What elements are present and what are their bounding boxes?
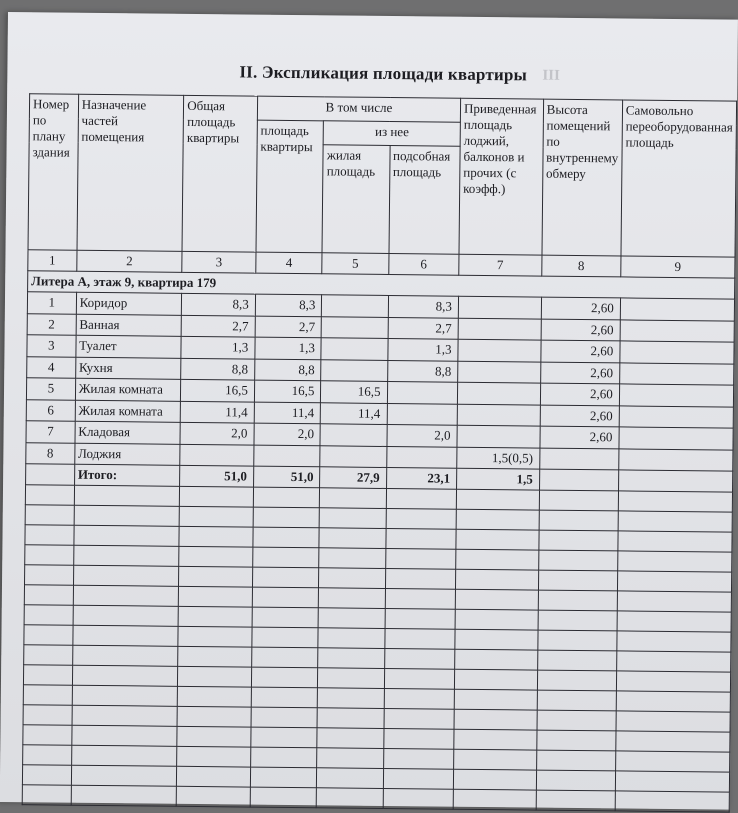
blank-cell	[384, 628, 455, 649]
cell-height: 2,60	[540, 426, 619, 448]
blank-cell	[251, 687, 318, 708]
cell-loggia	[458, 339, 541, 361]
blank-cell	[617, 591, 731, 612]
blank-cell	[317, 768, 383, 789]
document-title: II. Экспликация площади квартиры	[239, 62, 528, 85]
blank-cell	[177, 706, 251, 727]
blank-cell	[454, 709, 537, 730]
blank-cell	[456, 549, 539, 570]
blank-cell	[453, 789, 536, 810]
column-number: 1	[28, 250, 77, 272]
blank-cell	[454, 669, 537, 690]
column-number: 8	[541, 255, 620, 277]
blank-cell	[73, 605, 179, 626]
blank-cell	[252, 607, 319, 628]
cell-unauth	[619, 384, 733, 407]
bleed-through-title: III	[542, 67, 560, 84]
total-aux: 23,1	[386, 467, 457, 489]
blank-cell	[538, 630, 617, 651]
blank-cell	[319, 548, 385, 569]
blank-cell	[252, 627, 319, 648]
cell-unauth	[619, 448, 733, 471]
blank-cell	[72, 645, 178, 666]
blank-cell	[615, 791, 729, 812]
blank-cell	[23, 745, 72, 766]
cell-total: 1,3	[181, 336, 255, 358]
cell-aux: 8,3	[388, 295, 459, 317]
cell-aux	[386, 446, 457, 468]
total-label: Итого:	[74, 464, 180, 486]
blank-cell	[536, 770, 615, 791]
blank-cell	[24, 585, 73, 606]
cell-total: 11,4	[180, 401, 254, 423]
blank-cell	[250, 747, 317, 768]
cell-height: 2,60	[540, 405, 619, 427]
blank-cell	[177, 686, 251, 707]
blank-cell	[455, 569, 538, 590]
blank-cell	[24, 625, 73, 646]
blank-cell	[22, 765, 71, 786]
cell-name: Коридор	[76, 292, 182, 315]
cell-apt: 8,3	[255, 294, 322, 316]
blank-cell	[318, 628, 384, 649]
blank-cell	[618, 491, 732, 512]
blank-cell	[318, 668, 384, 689]
blank-cell	[319, 588, 385, 609]
blank-cell	[617, 551, 731, 572]
header-living-area: жилая площадь	[322, 145, 389, 254]
blank-cell	[616, 651, 730, 672]
blank-cell	[384, 668, 455, 689]
cell-apt: 1,3	[255, 337, 322, 359]
blank-cell	[617, 571, 731, 592]
blank-cell	[180, 486, 254, 507]
cell-name: Туалет	[76, 335, 182, 358]
cell-apt: 11,4	[254, 402, 321, 424]
blank-cell	[318, 608, 384, 629]
blank-cell	[539, 530, 618, 551]
cell-apt: 8,8	[254, 359, 321, 381]
cell-loggia: 1,5(0,5)	[457, 447, 540, 469]
cell-aux: 2,0	[386, 424, 457, 446]
cell-loggia	[458, 361, 541, 383]
blank-cell	[455, 609, 538, 630]
blank-cell	[385, 608, 456, 629]
cell-apt: 16,5	[254, 380, 321, 402]
blank-cell	[251, 707, 318, 728]
blank-cell	[616, 671, 730, 692]
cell-name: Кухня	[75, 357, 181, 380]
cell-total: 16,5	[181, 379, 255, 401]
blank-cell	[22, 785, 71, 806]
blank-cell	[615, 771, 729, 792]
cell-living	[320, 424, 386, 446]
blank-cell	[454, 749, 537, 770]
blank-cell	[539, 490, 618, 511]
blank-cell	[72, 685, 178, 706]
column-number: 2	[76, 250, 182, 272]
cell-living	[321, 359, 387, 381]
blank-cell	[454, 729, 537, 750]
blank-cell	[456, 529, 539, 550]
blank-cell	[253, 507, 320, 528]
blank-cell	[71, 785, 177, 806]
blank-cell	[177, 766, 251, 787]
total-loggia: 1,5	[457, 468, 540, 490]
cell-unauth	[620, 341, 734, 364]
cell-name: Жилая комната	[75, 400, 181, 423]
blank-cell	[319, 528, 385, 549]
blank-cell	[454, 689, 537, 710]
cell-height: 2,60	[541, 319, 620, 341]
blank-cell	[538, 590, 617, 611]
cell-height: 2,60	[540, 383, 619, 405]
blank-cell	[453, 769, 536, 790]
blank-cell	[253, 547, 320, 568]
blank-cell	[23, 665, 72, 686]
blank-cell	[538, 570, 617, 591]
blank-cell	[251, 727, 318, 748]
cell-apt	[254, 445, 321, 467]
blank-cell	[385, 548, 456, 569]
cell-living	[321, 338, 387, 360]
blank-cell	[617, 631, 731, 652]
cell-n: 3	[27, 335, 76, 357]
header-room-number: Номер по плану здания	[28, 94, 78, 251]
blank-cell	[23, 705, 72, 726]
blank-cell	[72, 705, 178, 726]
cell-apt: 2,0	[254, 423, 321, 445]
section-label: Литера А, этаж 9, квартира 179	[28, 271, 735, 299]
blank-cell	[177, 746, 251, 767]
cell-loggia	[458, 318, 541, 340]
blank-cell	[383, 748, 454, 769]
cell-loggia	[457, 404, 540, 426]
explication-table	[22, 93, 737, 812]
blank-cell	[179, 586, 253, 607]
blank-cell	[384, 648, 455, 669]
cell-name: Ванная	[76, 314, 182, 337]
cell-apt: 2,7	[255, 316, 322, 338]
blank-cell	[318, 648, 384, 669]
header-of-which: из нее	[324, 121, 461, 146]
blank-cell	[178, 606, 252, 627]
blank-cell	[616, 691, 730, 712]
blank-cell	[74, 485, 180, 506]
blank-cell	[384, 688, 455, 709]
cell-loggia	[458, 296, 541, 318]
cell-n: 2	[27, 313, 76, 335]
blank-cell	[25, 545, 74, 566]
blank-cell	[178, 646, 252, 667]
cell-height: 2,60	[541, 340, 620, 362]
header-apartment-area: площадь квартиры	[256, 120, 324, 253]
blank-cell	[177, 726, 251, 747]
blank-cell	[73, 585, 179, 606]
blank-cell	[250, 787, 317, 808]
blank-cell	[618, 511, 732, 532]
blank-cell	[178, 666, 252, 687]
blank-cell	[383, 788, 454, 809]
blank-cell	[317, 748, 383, 769]
blank-cell	[319, 568, 385, 589]
blank-cell	[24, 605, 73, 626]
header-unauthorized-area: Самовольно переоборудованная площадь	[621, 100, 737, 257]
cell-name: Кладовая	[75, 421, 181, 444]
cell-unauth	[619, 405, 733, 428]
blank-cell	[616, 711, 730, 732]
header-room-height: Высота помещений по внутреннему обмеру	[542, 99, 623, 256]
total-n	[26, 464, 75, 486]
blank-cell	[71, 745, 177, 766]
blank-cell	[456, 489, 539, 510]
blank-cell	[320, 508, 386, 529]
blank-cell	[383, 768, 454, 789]
blank-cell	[618, 531, 732, 552]
blank-cell	[252, 587, 319, 608]
blank-cell	[539, 510, 618, 531]
cell-aux	[387, 381, 458, 403]
blank-cell	[25, 525, 74, 546]
header-reduced-area: Приведенная площадь лоджий, балконов и прочих (с коэфф.)	[459, 98, 543, 255]
blank-cell	[536, 750, 615, 771]
total-living: 27,9	[320, 467, 386, 489]
blank-cell	[616, 731, 730, 752]
cell-living: 16,5	[321, 381, 387, 403]
blank-cell	[250, 767, 317, 788]
blank-cell	[179, 506, 253, 527]
cell-loggia	[457, 425, 540, 447]
cell-n: 1	[27, 292, 76, 314]
column-number: 7	[459, 254, 542, 276]
cell-total: 8,3	[182, 293, 256, 315]
blank-cell	[253, 487, 320, 508]
total-total: 51,0	[180, 465, 254, 487]
header-total-area: Общая площадь квартиры	[182, 95, 257, 252]
cell-unauth	[620, 319, 734, 342]
blank-cell	[252, 567, 319, 588]
blank-cell	[25, 485, 74, 506]
column-number: 4	[256, 252, 323, 274]
blank-cell	[385, 588, 456, 609]
blank-cell	[385, 528, 456, 549]
blank-cell	[386, 488, 457, 509]
blank-cell	[23, 725, 72, 746]
cell-n: 4	[27, 356, 76, 378]
blank-cell	[73, 625, 179, 646]
blank-cell	[384, 708, 455, 729]
header-room-purpose: Назначение частей помещения	[77, 94, 184, 251]
blank-cell	[179, 566, 253, 587]
cell-total	[180, 444, 254, 466]
cell-living	[322, 316, 388, 338]
blank-cell	[617, 611, 731, 632]
cell-name: Жилая комната	[75, 378, 181, 401]
blank-cell	[537, 690, 616, 711]
blank-cell	[73, 545, 179, 566]
blank-cell	[537, 650, 616, 671]
document-page	[0, 12, 738, 810]
total-unauth	[618, 470, 732, 492]
blank-cell	[537, 730, 616, 751]
cell-n: 8	[26, 442, 75, 464]
blank-cell	[538, 610, 617, 631]
blank-cell	[455, 629, 538, 650]
blank-cell	[25, 505, 74, 526]
blank-cell	[317, 788, 383, 809]
blank-cell	[456, 509, 539, 530]
blank-cell	[317, 708, 383, 729]
header-including: В том числе	[257, 96, 460, 122]
blank-cell	[23, 685, 72, 706]
blank-cell	[179, 526, 253, 547]
cell-living	[320, 445, 386, 467]
cell-n: 7	[26, 421, 75, 443]
blank-cell	[251, 667, 318, 688]
column-number: 6	[388, 253, 459, 275]
blank-cell	[536, 790, 615, 811]
cell-height: 2,60	[540, 362, 619, 384]
blank-cell	[73, 565, 179, 586]
blank-cell	[455, 589, 538, 610]
blank-cell	[538, 550, 617, 571]
blank-cell	[317, 728, 383, 749]
blank-cell	[386, 508, 457, 529]
blank-cell	[71, 765, 177, 786]
cell-aux	[387, 403, 458, 425]
cell-unauth	[620, 298, 734, 321]
blank-cell	[537, 670, 616, 691]
total-apt: 51,0	[253, 466, 320, 488]
blank-cell	[251, 647, 318, 668]
header-auxiliary-area: подсобная площадь	[389, 146, 461, 255]
column-number: 9	[621, 256, 735, 278]
cell-n: 6	[26, 399, 75, 421]
blank-cell	[383, 728, 454, 749]
blank-cell	[318, 688, 384, 709]
cell-aux: 1,3	[387, 338, 458, 360]
blank-cell	[253, 527, 320, 548]
blank-cell	[74, 525, 180, 546]
blank-cell	[72, 665, 178, 686]
blank-cell	[385, 568, 456, 589]
cell-aux: 2,7	[388, 317, 459, 339]
cell-living: 11,4	[321, 402, 387, 424]
blank-cell	[455, 649, 538, 670]
cell-living	[322, 295, 388, 317]
blank-cell	[72, 725, 178, 746]
cell-aux: 8,8	[387, 360, 458, 382]
column-number: 3	[182, 251, 256, 273]
blank-cell	[320, 488, 386, 509]
blank-cell	[74, 505, 180, 526]
blank-cell	[179, 546, 253, 567]
column-number: 5	[322, 253, 388, 275]
cell-total: 2,0	[180, 422, 254, 444]
cell-total: 2,7	[181, 315, 255, 337]
cell-loggia	[457, 382, 540, 404]
blank-cell	[25, 565, 74, 586]
blank-cell	[615, 751, 729, 772]
cell-unauth	[619, 362, 733, 385]
cell-total: 8,8	[181, 358, 255, 380]
blank-cell	[176, 786, 250, 807]
cell-name: Лоджия	[74, 443, 180, 466]
cell-height: 2,60	[541, 297, 620, 319]
total-height	[539, 469, 618, 491]
blank-cell	[537, 710, 616, 731]
cell-n: 5	[26, 378, 75, 400]
blank-cell	[24, 645, 73, 666]
cell-unauth	[619, 427, 733, 450]
cell-height	[539, 448, 618, 470]
blank-cell	[178, 626, 252, 647]
